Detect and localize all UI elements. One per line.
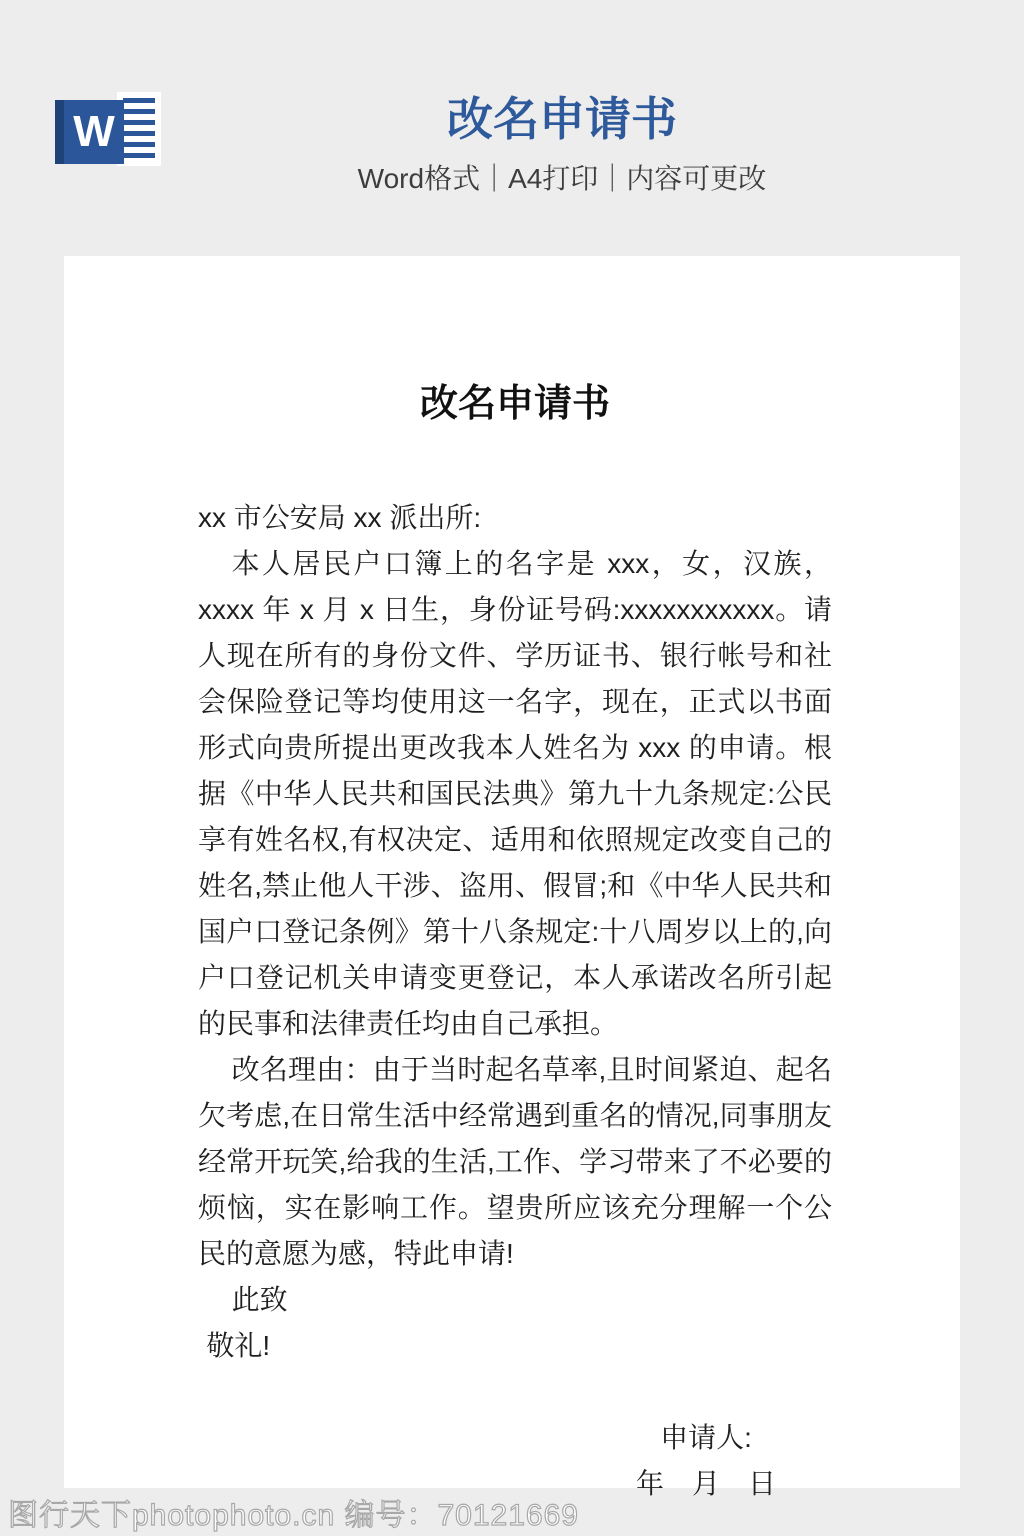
word-icon-letter [64, 100, 124, 164]
salutation-line: xx 市公安局 xx 派出所: [198, 502, 482, 533]
document-page [64, 256, 960, 1499]
word-icon-fold [55, 100, 64, 164]
closing-jingli: 敬礼! [206, 1330, 271, 1361]
date-line: 年 月 日 [635, 1468, 776, 1499]
closing-cizhi: 此致 [231, 1284, 288, 1315]
footer [0, 1488, 1024, 1536]
template-title: 改名申请书 [447, 93, 677, 145]
word-icon-sheet-lines [123, 98, 155, 160]
template-subtitle: Word格式｜A4打印｜内容可更改 [357, 162, 767, 194]
paragraph-reason: 改名理由：由于当时起名草率,且时间紧迫、起名欠考虑,在日常生活中经常遇到重名的情况,同事朋友经常开玩笑,给我的生活,工作、学习带来了不必要的烦恼，实在影响工作。望贵所应该充分理解一个公民的意愿为感，特此申请! [198, 1054, 832, 1269]
word-icon-letter-glyph: W [73, 107, 115, 156]
paragraph-main: 本人居民户口簿上的名字是 xxx，女，汉族，xxxx 年 x 月 x 日生，身份证号码:xxxxxxxxxxx。请人现在所有的身份文件、学历证书、银行帐号和社会保险登记等均使用这一名字，现在，正式以书面形式向贵所提出更改我本人姓名为 xxx 的申请。根据《中华人民共和国民法典》第九十九条规定:公民享有姓名权,有权决定、适用和依照规定改变自己的姓名,禁止他人干涉、盗用、假冒;和《中华人民共和国户口登记条例》第十八条规定:十八周岁以上的,向户口登记机关申请变更登记，本人承诺改名所引起的民事和法律责任均由自己承担。 [198, 548, 832, 1039]
word-document-icon [55, 86, 161, 170]
letter-body [198, 495, 832, 1369]
header [0, 0, 1024, 256]
watermark-text: 图行天下photophoto.cn 编号：70121669 [8, 1499, 579, 1532]
document-title: 改名申请书 [419, 383, 610, 425]
applicant-label: 申请人: [660, 1422, 752, 1453]
